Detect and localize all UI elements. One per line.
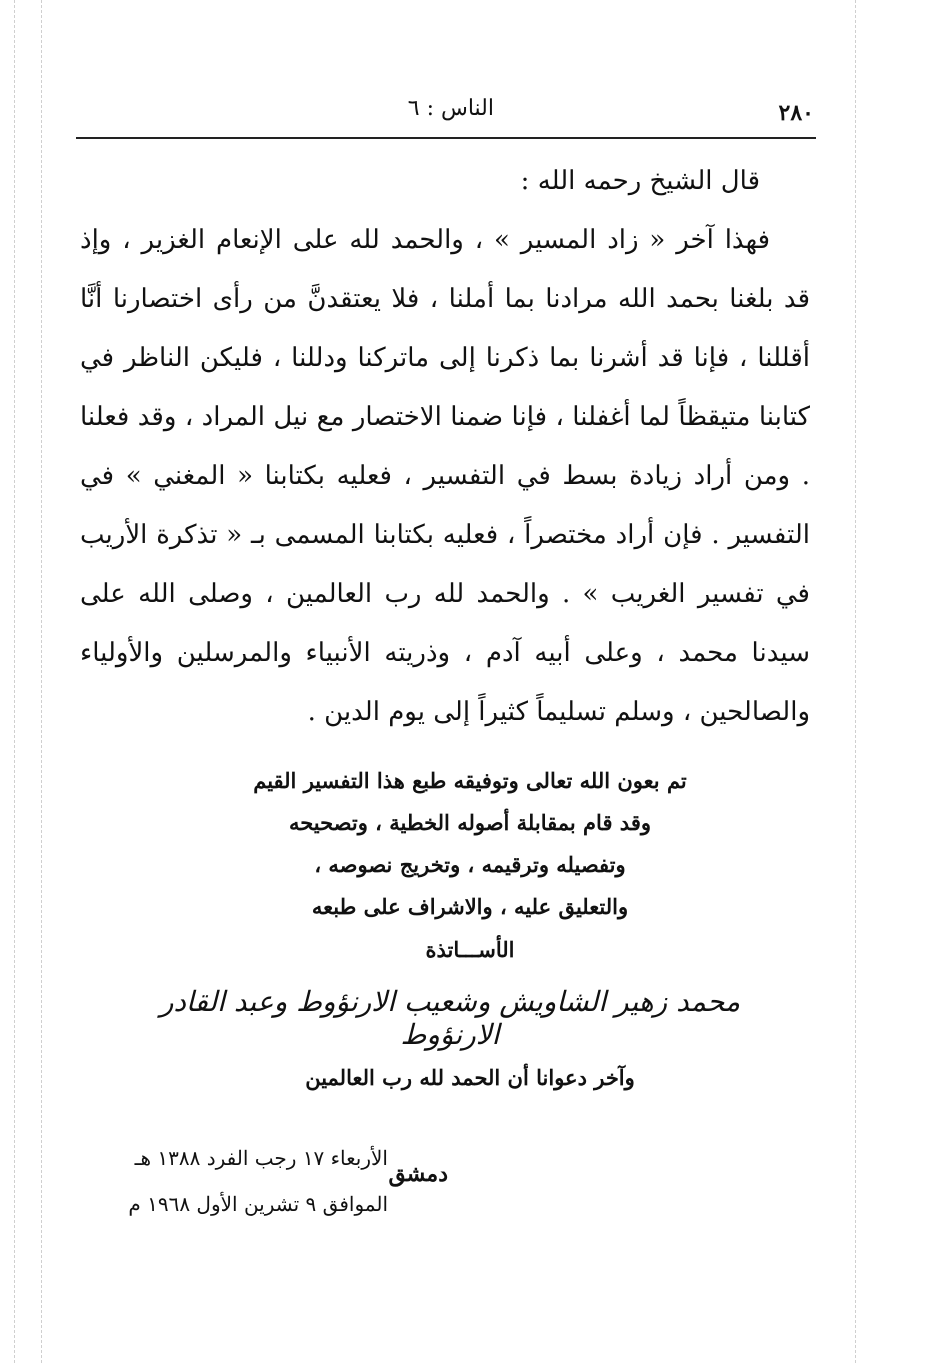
header-rule <box>76 137 816 139</box>
closing-prayer: وآخر دعوانا أن الحمد لله رب العالمين <box>305 1065 635 1090</box>
editors-heading: الأســـاتذة <box>425 937 515 962</box>
scan-guide-line <box>41 0 42 1363</box>
colophon-line: وقد قام بمقابلة أصوله الخطية ، وتصحيحه <box>288 810 652 835</box>
scan-guide-line <box>14 0 15 1363</box>
gregorian-date: الموافق ٩ تشرين الأول ١٩٦٨ م <box>128 1192 388 1216</box>
running-title: الناس : ٦ <box>407 96 494 121</box>
date-city: دمشق <box>388 1161 448 1187</box>
main-text <box>80 152 810 742</box>
hijri-date: الأربعاء ١٧ رجب الفرد ١٣٨٨ هـ <box>134 1146 388 1170</box>
main-paragraph: فهذا آخر « زاد المسير » ، والحمد لله على الإنعام الغزير ، وإذ قد بلغنا بحمد الله مرادنا بما أملنا ، فلا يعتقدنَّ من رأى اختصارنا أنَّا أقللنا ، فإنا قد أشرنا بما ذكرنا إلى ماتركنا ودللنا ، فليكن الناظر في كتابنا متيقظاً لما أغفلنا ، فإنا ضمنا الاختصار مع نيل المراد ، وقد فعلنا . ومن أراد زيادة بسط في التفسير ، فعليه بكتابنا « المغني » في التفسير . فإن أراد مختصراً ، فعليه بكتابنا المسمى بـ « تذكرة الأريب في تفسير الغريب » . والحمد لله رب العالمين ، وصلى الله على سيدنا محمد ، وعلى أبيه آدم ، وذريته الأنبياء والمرسلين والأولياء والصالحين ، وسلم تسليماً كثيراً إلى يوم الدين . <box>80 225 810 727</box>
colophon <box>150 760 790 928</box>
editors-signature: محمد زهير الشاويش وشعيب الارنؤوط وعبد القادر الارنؤوط <box>159 985 741 1051</box>
page-number: ٢٨٠ <box>778 100 814 126</box>
page-header <box>74 92 814 132</box>
scan-guide-line <box>855 0 856 1363</box>
opening-line: قال الشيخ رحمه الله : <box>520 166 760 196</box>
colophon-line: تم بعون الله تعالى وتوفيقه طبع هذا التفسير القيم <box>253 768 687 793</box>
date-lines <box>128 1135 388 1227</box>
colophon-line: والتعليق عليه ، والاشراف على طبعه <box>311 894 629 919</box>
colophon-line: وتفصيله وترقيمه ، وتخريج نصوصه ، <box>314 852 626 877</box>
